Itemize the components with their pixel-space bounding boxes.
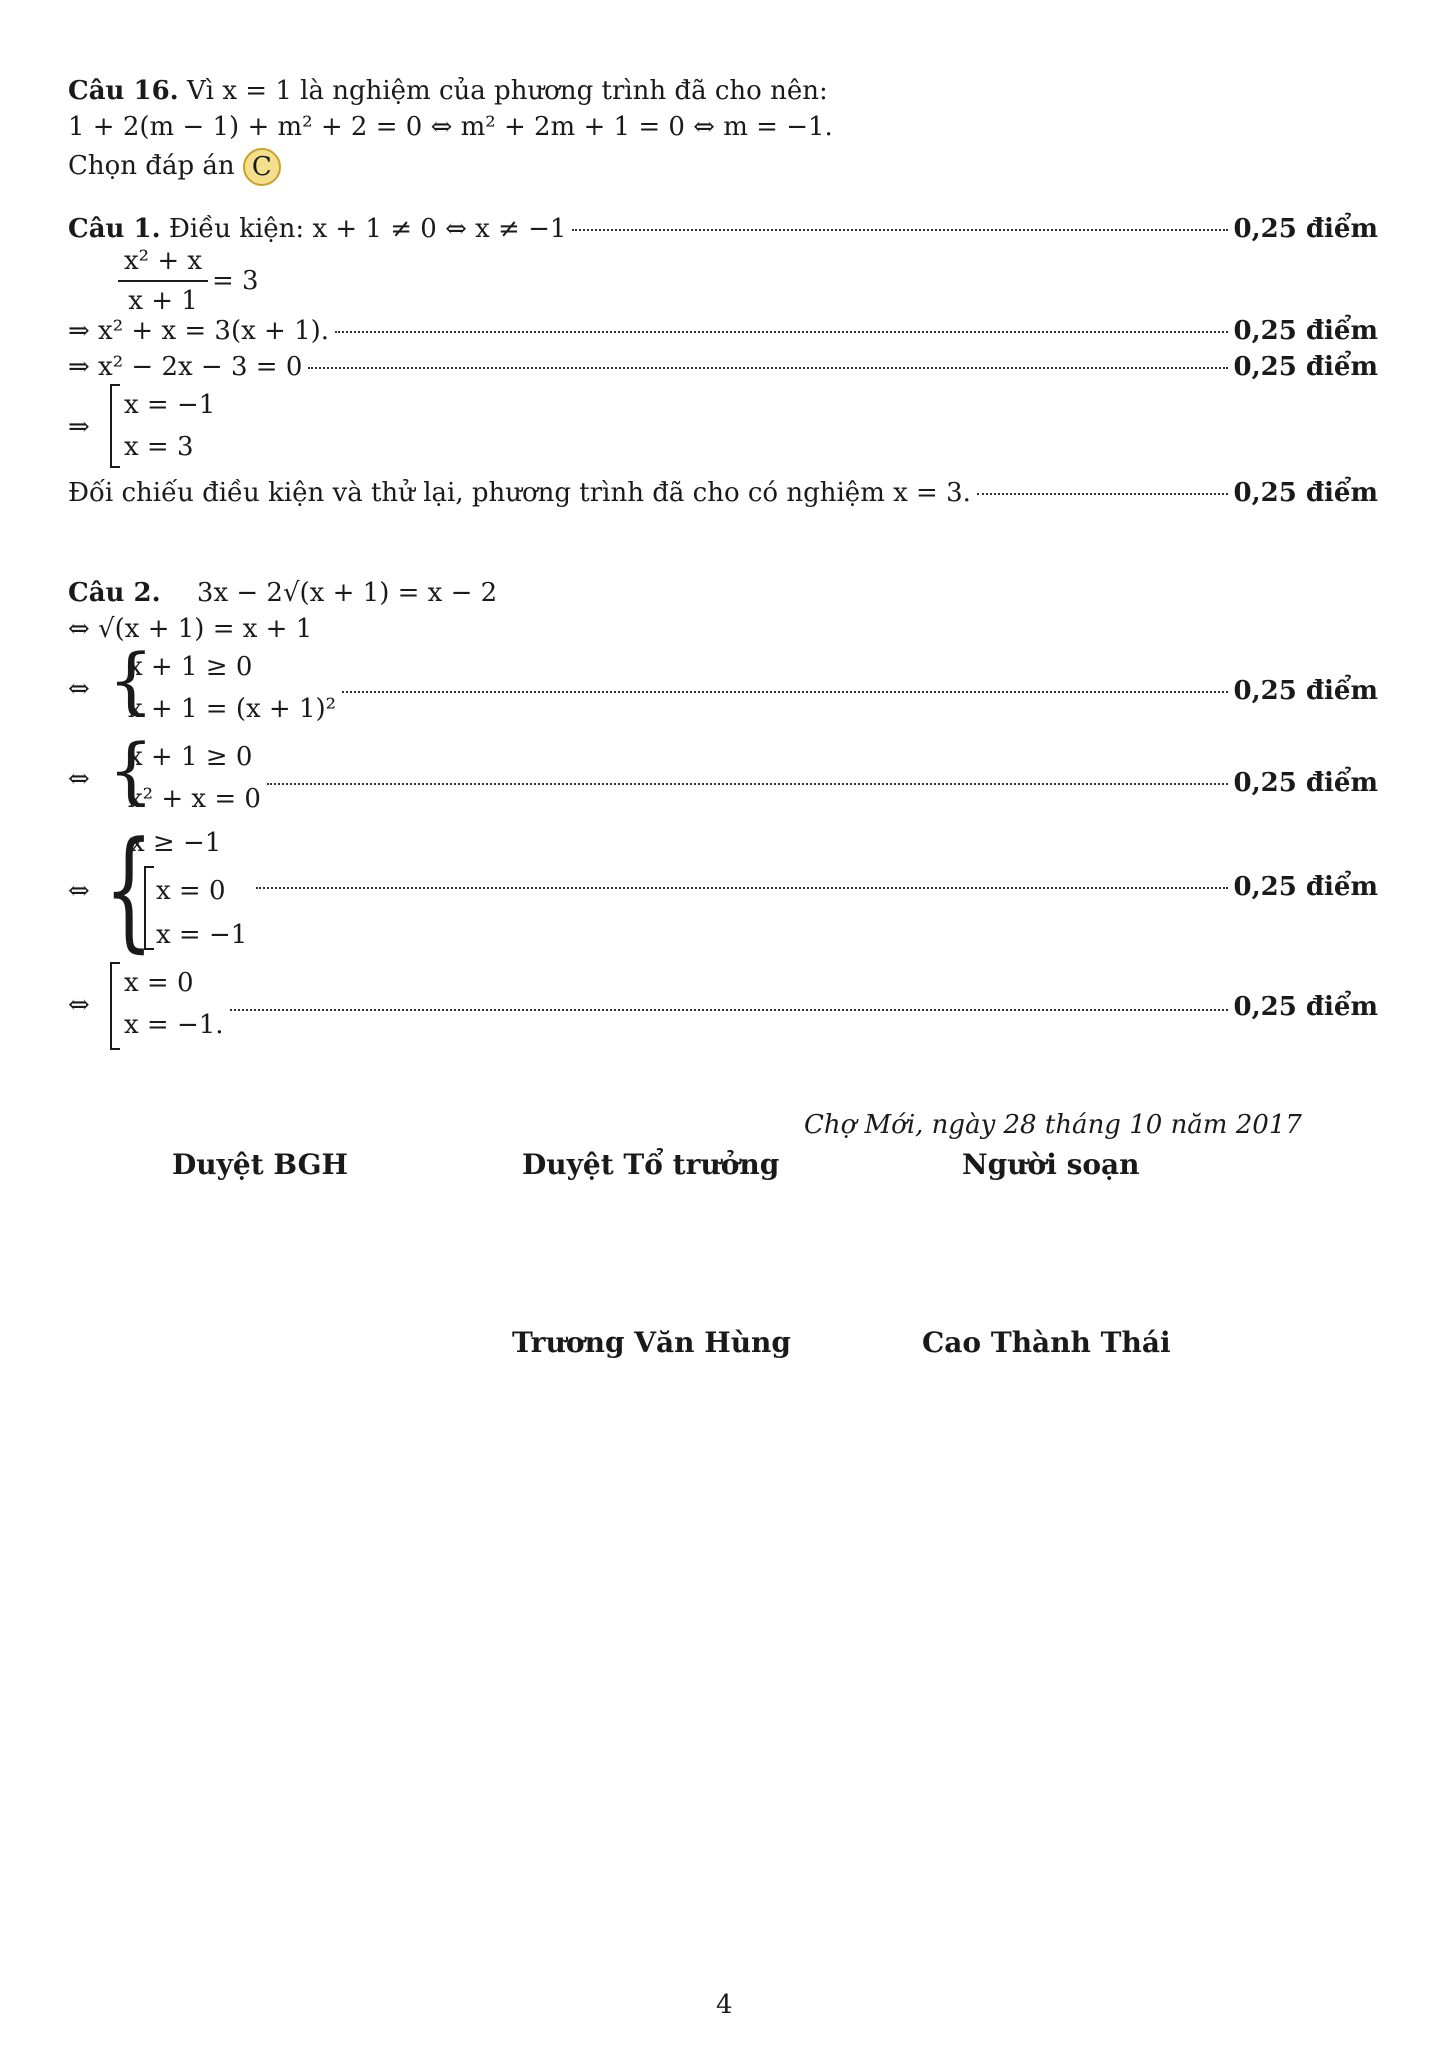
points-label: 0,25 điểm: [1233, 992, 1378, 1022]
author-title: Người soạn: [962, 1148, 1140, 1181]
q2-label: Câu 2.: [68, 578, 161, 608]
q1-conclusion-row: [68, 478, 1378, 510]
dot-leader: [342, 691, 1227, 693]
q1-label: Câu 1.: [68, 214, 161, 244]
q16-text1: Vì x = 1 là nghiệm của phương trình đã cho nên:: [187, 76, 828, 106]
q2-s5-arrow: ⇔: [68, 990, 90, 1020]
q2-s4b: x = 0: [156, 876, 226, 906]
frac-numerator: x² + x: [118, 246, 208, 282]
dot-leader: [267, 783, 1228, 785]
q1-cond: Điều kiện: x + 1 ≠ 0 ⇔ x ≠ −1: [168, 214, 567, 244]
q1-step3: ⇒ x² − 2x − 3 = 0: [68, 352, 303, 382]
q2-s2a: x + 1 ≥ 0: [128, 652, 253, 682]
q1-step2: ⇒ x² + x = 3(x + 1).: [68, 316, 330, 346]
approve-bgh: Duyệt BGH: [172, 1148, 348, 1181]
q1-step4-bracket: [110, 384, 120, 468]
author-name: Cao Thành Thái: [922, 1326, 1171, 1359]
points-label: 0,25 điểm: [1233, 676, 1378, 706]
q2-s3b: x² + x = 0: [128, 784, 261, 814]
dot-leader: [256, 887, 1228, 889]
q16-line1: [68, 78, 828, 104]
q2-s4-row: [250, 872, 1378, 904]
q16-line3: [68, 148, 281, 186]
q2-s5-bracket: [110, 962, 120, 1050]
points-label: 0,25 điểm: [1233, 478, 1378, 508]
q2-s2-row: [128, 676, 1378, 726]
dot-leader: [977, 493, 1228, 495]
q2-s4-brace: {: [104, 813, 154, 965]
q2-s4-bracket: [144, 866, 154, 950]
answer-c-badge: C: [243, 148, 281, 186]
q2-step1: ⇔ √(x + 1) = x + 1: [68, 614, 313, 644]
frac-denominator: x + 1: [128, 286, 198, 316]
q2-s2-brace: {: [108, 638, 154, 722]
q2-equation: 3x − 2√(x + 1) = x − 2: [196, 578, 498, 608]
q1-cond-row: [68, 214, 1378, 246]
q2-s3-brace: {: [108, 728, 154, 812]
dot-leader: [230, 1009, 1228, 1011]
q1-conclusion: Đối chiếu điều kiện và thử lại, phương trình đã cho có nghiệm x = 3.: [68, 478, 971, 508]
q2-s2-arrow: ⇔: [68, 674, 90, 704]
q2-s5b: x = −1.: [124, 1010, 224, 1040]
dot-leader: [335, 331, 1227, 333]
q2-s4-arrow: ⇔: [68, 876, 90, 906]
footer-date: Chợ Mới, ngày 28 tháng 10 năm 2017: [804, 1110, 1302, 1140]
q1-step4-b: x = 3: [124, 432, 194, 462]
approve-to-truong: Duyệt Tổ trưởng: [522, 1148, 780, 1181]
q2-s2b: x + 1 = (x + 1)²: [128, 694, 337, 724]
q16-label: Câu 16.: [68, 76, 179, 106]
q16-choose: Chọn đáp án: [68, 151, 235, 181]
q1-fraction: [118, 246, 208, 316]
q2-header: [68, 580, 497, 606]
q1-frac-rhs: = 3: [212, 266, 259, 296]
points-label: 0,25 điểm: [1233, 214, 1378, 244]
points-label: 0,25 điểm: [1233, 872, 1378, 902]
points-label: 0,25 điểm: [1233, 352, 1378, 382]
points-label: 0,25 điểm: [1233, 768, 1378, 798]
q2-s5-row: [124, 992, 1378, 1042]
page-number: 4: [716, 1990, 733, 2020]
q2-s3a: x + 1 ≥ 0: [128, 742, 253, 772]
q1-step4-a: x = −1: [124, 390, 216, 420]
q16-line2: 1 + 2(m − 1) + m² + 2 = 0 ⇔ m² + 2m + 1 = 0 ⇔ m = −1.: [68, 112, 833, 142]
to-truong-name: Trương Văn Hùng: [512, 1326, 791, 1359]
q2-s3-arrow: ⇔: [68, 764, 90, 794]
q2-s5a: x = 0: [124, 968, 194, 998]
dot-leader: [308, 367, 1227, 369]
q1-step2-row: [68, 316, 1378, 348]
q2-s4c: x = −1: [156, 920, 248, 950]
points-label: 0,25 điểm: [1233, 316, 1378, 346]
q1-step3-row: [68, 352, 1378, 384]
dot-leader: [572, 229, 1227, 231]
q1-step4-arrow: ⇒: [68, 412, 90, 442]
q2-s3-row: [128, 768, 1378, 816]
q2-s4a: x ≥ −1: [130, 828, 222, 858]
